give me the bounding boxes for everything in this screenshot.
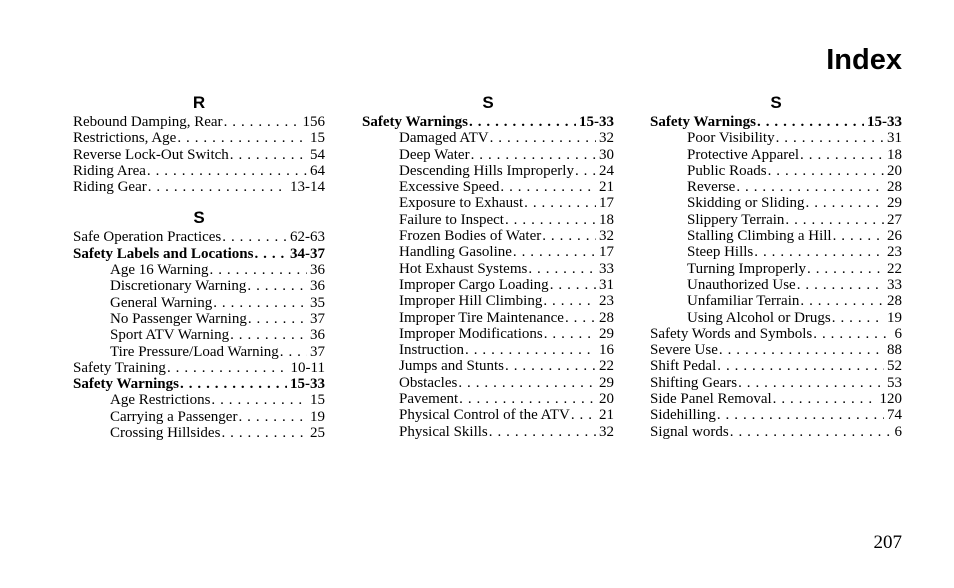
entry-text: Shift Pedal xyxy=(650,358,717,375)
dot-leader xyxy=(806,195,884,211)
section-letter: R xyxy=(192,93,206,112)
entry-text: Public Roads xyxy=(687,162,767,179)
dot-leader xyxy=(280,344,307,360)
index-subentry xyxy=(362,326,614,342)
entry-text: Safe Operation Practices xyxy=(73,229,222,246)
entry-text: Handling Gasoline xyxy=(399,244,512,261)
entry-text: Safety Warnings xyxy=(362,114,468,130)
entry-page: 22 xyxy=(887,260,902,277)
entry-text: Improper Modifications xyxy=(399,325,543,342)
entry-page: 6 xyxy=(894,325,902,342)
index-subentry xyxy=(362,261,614,277)
dot-leader xyxy=(768,163,884,179)
entry-text: Safety Labels and Locations xyxy=(73,245,254,262)
entry-page: 64 xyxy=(310,162,325,179)
dot-leader xyxy=(813,326,891,342)
dot-leader xyxy=(542,228,596,244)
entry-page: 31 xyxy=(887,130,902,147)
dot-leader xyxy=(543,293,596,309)
entry-text: Turning Improperly xyxy=(687,260,807,277)
index-entry xyxy=(362,114,614,130)
entry-text: Pavement xyxy=(399,391,459,408)
entry-page: 20 xyxy=(887,162,902,179)
index-subentry xyxy=(362,212,614,228)
entry-text: Unfamiliar Terrain xyxy=(687,293,800,310)
entry-text: Safety Words and Symbols xyxy=(650,325,813,342)
dot-leader xyxy=(754,244,884,260)
entry-text: Reverse Lock-Out Switch xyxy=(73,146,229,163)
entry-text: Severe Use xyxy=(650,342,718,359)
index-entry xyxy=(73,229,325,245)
dot-leader xyxy=(148,179,287,195)
index-entry xyxy=(73,179,325,195)
entry-page: 29 xyxy=(599,325,614,342)
entry-text: Physical Control of the ATV xyxy=(399,407,570,424)
entry-page: 33 xyxy=(887,276,902,293)
index-entry xyxy=(73,147,325,163)
entry-page: 15-33 xyxy=(290,376,325,393)
index-subentry xyxy=(73,295,325,311)
entry-page: 29 xyxy=(599,374,614,391)
index-subentry xyxy=(650,261,902,277)
section-letter: S xyxy=(482,93,494,112)
index-entry xyxy=(73,130,325,146)
entry-page: 18 xyxy=(599,211,614,228)
entry-page: 27 xyxy=(887,211,902,228)
dot-leader xyxy=(800,147,884,163)
entry-text: Side Panel Removal xyxy=(650,391,772,408)
entry-page: 16 xyxy=(599,342,614,359)
index-subentry xyxy=(650,244,902,260)
entry-page: 13-14 xyxy=(290,179,325,196)
dot-leader xyxy=(213,295,307,311)
dot-leader xyxy=(224,114,300,130)
dot-leader xyxy=(736,179,884,195)
index-subentry xyxy=(362,310,614,326)
index-subentry xyxy=(73,409,325,425)
entry-page: 22 xyxy=(599,358,614,375)
entry-text: Improper Hill Climbing xyxy=(399,293,543,310)
dot-leader xyxy=(230,327,307,343)
dot-leader xyxy=(757,114,864,130)
index-subentry xyxy=(362,147,614,163)
index-entry xyxy=(73,114,325,130)
entry-text: Reverse xyxy=(687,179,736,196)
dot-leader xyxy=(550,277,596,293)
entry-text: Riding Area xyxy=(73,162,146,179)
entry-page: 30 xyxy=(599,146,614,163)
entry-page: 21 xyxy=(599,407,614,424)
index-subentry xyxy=(650,310,902,326)
entry-text: Unauthorized Use xyxy=(687,276,796,293)
entry-page: 19 xyxy=(887,309,902,326)
index-subentry xyxy=(650,163,902,179)
entry-text: Safety Warnings xyxy=(650,114,756,130)
entry-page: 29 xyxy=(887,195,902,212)
dot-leader xyxy=(247,278,307,294)
entry-page: 156 xyxy=(302,114,325,130)
index-subentry xyxy=(73,262,325,278)
section-letter: S xyxy=(193,208,205,228)
dot-leader xyxy=(505,358,596,374)
index-column-3 xyxy=(650,92,902,440)
index-subentry xyxy=(362,244,614,260)
index-subentry xyxy=(362,375,614,391)
entry-text: Safety Training xyxy=(73,359,166,376)
dot-leader xyxy=(222,229,287,245)
index-subentry xyxy=(650,228,902,244)
entry-page: 33 xyxy=(599,260,614,277)
index-subentry xyxy=(362,195,614,211)
page-title: Index xyxy=(826,44,902,76)
dot-leader xyxy=(238,409,307,425)
entry-text: Physical Skills xyxy=(399,423,488,440)
index-entry xyxy=(650,391,902,407)
entry-page: 10-11 xyxy=(290,359,325,376)
index-entry xyxy=(650,424,902,440)
entry-text: Carrying a Passenger xyxy=(110,408,238,425)
page-number: 207 xyxy=(873,532,902,553)
dot-leader xyxy=(730,424,892,440)
entry-page: 19 xyxy=(310,408,325,425)
index-subentry xyxy=(650,130,902,146)
index-subentry xyxy=(362,293,614,309)
entry-text: Descending Hills Improperly xyxy=(399,162,574,179)
entry-page: 18 xyxy=(887,146,902,163)
dot-leader xyxy=(471,147,596,163)
dot-leader xyxy=(524,195,596,211)
index-column-2 xyxy=(362,92,614,440)
dot-leader xyxy=(167,360,288,376)
dot-leader xyxy=(738,375,884,391)
dot-leader xyxy=(177,130,307,146)
entry-page: 15 xyxy=(310,392,325,409)
entry-text: Improper Tire Maintenance xyxy=(399,309,564,326)
entry-page: 35 xyxy=(310,294,325,311)
index-subentry xyxy=(362,179,614,195)
entry-text: Crossing Hillsides xyxy=(110,425,221,442)
entry-text: Using Alcohol or Drugs xyxy=(687,309,831,326)
entry-page: 37 xyxy=(310,310,325,327)
entry-text: Stalling Climbing a Hill xyxy=(687,228,832,245)
dot-leader xyxy=(221,425,307,441)
dot-leader xyxy=(719,342,884,358)
entry-page: 32 xyxy=(599,423,614,440)
dot-leader xyxy=(800,293,884,309)
index-entry xyxy=(73,376,325,392)
index-subentry xyxy=(362,424,614,440)
index-subentry xyxy=(650,147,902,163)
dot-leader xyxy=(505,212,596,228)
index-subentry xyxy=(73,327,325,343)
dot-leader xyxy=(575,163,596,179)
index-subentry xyxy=(362,407,614,423)
entry-page: 54 xyxy=(310,146,325,163)
entry-text: Jumps and Stunts xyxy=(399,358,505,375)
entry-page: 52 xyxy=(887,358,902,375)
dot-leader xyxy=(180,376,287,392)
entry-text: Safety Warnings xyxy=(73,376,179,393)
dot-leader xyxy=(832,310,884,326)
entry-page: 34-37 xyxy=(290,245,325,262)
index-subentry xyxy=(73,425,325,441)
entry-page: 15-33 xyxy=(867,114,902,130)
entry-text: Sidehilling xyxy=(650,407,716,424)
dot-leader xyxy=(248,311,307,327)
dot-leader xyxy=(459,391,596,407)
index-subentry xyxy=(73,278,325,294)
entry-text: Poor Visibility xyxy=(687,130,775,147)
index-entry xyxy=(650,342,902,358)
index-subentry xyxy=(73,311,325,327)
index-subentry xyxy=(362,163,614,179)
index-entry xyxy=(650,114,902,130)
entry-page: 36 xyxy=(310,262,325,279)
entry-text: Skidding or Sliding xyxy=(687,195,805,212)
entry-text: Sport ATV Warning xyxy=(110,327,230,344)
index-entry xyxy=(650,326,902,342)
dot-leader xyxy=(500,179,596,195)
entry-page: 32 xyxy=(599,130,614,147)
entry-text: Discretionary Warning xyxy=(110,278,247,295)
dot-leader xyxy=(797,277,884,293)
entry-text: Hot Exhaust Systems xyxy=(399,260,528,277)
dot-leader xyxy=(254,246,287,262)
entry-text: Protective Apparel xyxy=(687,146,800,163)
index-subentry xyxy=(650,179,902,195)
entry-page: 120 xyxy=(879,391,902,408)
entry-text: Riding Gear xyxy=(73,179,147,196)
entry-text: Deep Water xyxy=(399,146,470,163)
entry-page: 15-33 xyxy=(579,114,614,130)
dot-leader xyxy=(807,261,884,277)
dot-leader xyxy=(489,424,596,440)
dot-leader xyxy=(785,212,884,228)
entry-page: 28 xyxy=(887,293,902,310)
entry-text: Tire Pressure/Load Warning xyxy=(110,343,279,360)
entry-page: 24 xyxy=(599,162,614,179)
entry-page: 23 xyxy=(887,244,902,261)
dot-leader xyxy=(469,114,576,130)
entry-page: 17 xyxy=(599,244,614,261)
entry-text: Age Restrictions xyxy=(110,392,211,409)
dot-leader xyxy=(717,358,884,374)
dot-leader xyxy=(490,130,596,146)
entry-page: 17 xyxy=(599,195,614,212)
entry-text: Shifting Gears xyxy=(650,374,738,391)
index-subentry xyxy=(362,342,614,358)
entry-text: Frozen Bodies of Water xyxy=(399,228,542,245)
entry-page: 36 xyxy=(310,327,325,344)
index-entry xyxy=(73,163,325,179)
dot-leader xyxy=(210,262,308,278)
entry-text: Exposure to Exhaust xyxy=(399,195,524,212)
entry-text: Improper Cargo Loading xyxy=(399,276,549,293)
dot-leader xyxy=(528,261,596,277)
entry-page: 23 xyxy=(599,293,614,310)
dot-leader xyxy=(211,392,307,408)
dot-leader xyxy=(717,407,884,423)
entry-page: 25 xyxy=(310,425,325,442)
index-subentry xyxy=(650,277,902,293)
index-subentry xyxy=(362,228,614,244)
dot-leader xyxy=(833,228,884,244)
entry-page: 21 xyxy=(599,179,614,196)
entry-text: Damaged ATV xyxy=(399,130,489,147)
entry-text: Instruction xyxy=(399,342,464,359)
entry-page: 88 xyxy=(887,342,902,359)
dot-leader xyxy=(544,326,596,342)
index-subentry xyxy=(362,130,614,146)
entry-page: 74 xyxy=(887,407,902,424)
entry-page: 37 xyxy=(310,343,325,360)
dot-leader xyxy=(776,130,884,146)
index-subentry xyxy=(73,344,325,360)
index-subentry xyxy=(650,212,902,228)
entry-text: Failure to Inspect xyxy=(399,211,504,228)
entry-page: 26 xyxy=(887,228,902,245)
entry-text: Age 16 Warning xyxy=(110,262,209,279)
entry-text: Slippery Terrain xyxy=(687,211,785,228)
entry-text: General Warning xyxy=(110,294,213,311)
dot-leader xyxy=(458,375,596,391)
dot-leader xyxy=(565,310,596,326)
index-subentry xyxy=(73,392,325,408)
index-column-1 xyxy=(73,92,325,441)
entry-page: 6 xyxy=(894,423,902,440)
index-subentry xyxy=(362,358,614,374)
entry-page: 36 xyxy=(310,278,325,295)
dot-leader xyxy=(773,391,877,407)
entry-text: Rebound Damping, Rear xyxy=(73,114,223,130)
index-entry xyxy=(650,375,902,391)
index-subentry xyxy=(362,391,614,407)
index-entry xyxy=(73,246,325,262)
entry-page: 32 xyxy=(599,228,614,245)
entry-page: 53 xyxy=(887,374,902,391)
entry-text: No Passenger Warning xyxy=(110,310,247,327)
entry-text: Steep Hills xyxy=(687,244,754,261)
dot-leader xyxy=(513,244,596,260)
entry-text: Excessive Speed xyxy=(399,179,500,196)
entry-page: 62-63 xyxy=(290,229,325,246)
entry-page: 20 xyxy=(599,391,614,408)
index-subentry xyxy=(650,293,902,309)
dot-leader xyxy=(571,407,596,423)
entry-text: Obstacles xyxy=(399,374,458,391)
entry-page: 28 xyxy=(887,179,902,196)
entry-page: 31 xyxy=(599,276,614,293)
entry-page: 28 xyxy=(599,309,614,326)
dot-leader xyxy=(147,163,307,179)
index-subentry xyxy=(362,277,614,293)
index-entry xyxy=(650,407,902,423)
entry-page: 15 xyxy=(310,130,325,147)
entry-text: Restrictions, Age xyxy=(73,130,177,147)
dot-leader xyxy=(230,147,307,163)
index-subentry xyxy=(650,195,902,211)
index-entry xyxy=(73,360,325,376)
entry-text: Signal words xyxy=(650,423,729,440)
index-entry xyxy=(650,358,902,374)
section-letter: S xyxy=(770,93,782,112)
dot-leader xyxy=(465,342,596,358)
